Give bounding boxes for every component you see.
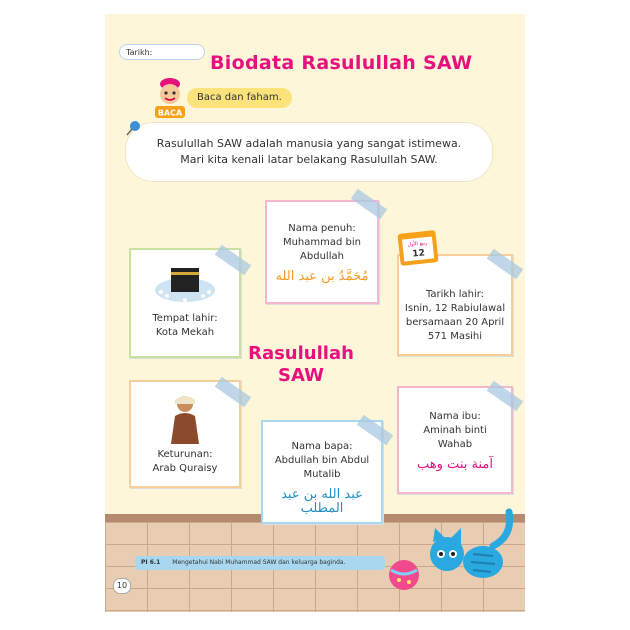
father-line-1: Abdullah bin Abdul <box>274 455 370 466</box>
tape-strip <box>487 381 523 411</box>
calendar-icon <box>397 228 441 268</box>
baca-mascot-icon <box>153 74 187 120</box>
father-label: Nama bapa: <box>291 441 353 452</box>
card-birth-date <box>397 254 513 356</box>
full-name-label: Nama penuh: <box>288 223 356 234</box>
card-lineage <box>129 380 241 488</box>
tape-strip <box>215 245 251 275</box>
mother-arabic: آمنة بنت وهب <box>417 457 493 472</box>
card-mother <box>397 386 513 494</box>
birth-place-label: Tempat lahir: <box>152 313 218 324</box>
tape-strip <box>351 189 387 219</box>
mother-label: Nama ibu: <box>429 411 481 422</box>
calendar-day-text: 12 <box>411 248 426 260</box>
tape-strip <box>487 249 523 279</box>
mother-line-2: Wahab <box>437 439 473 450</box>
center-title-line-1: Rasulullah <box>248 343 354 364</box>
date-field[interactable] <box>119 44 205 60</box>
page-title: Biodata Rasulullah SAW <box>210 52 473 74</box>
full-name-line-2: Abdullah <box>300 251 344 262</box>
full-name-line-1: Muhammad bin <box>282 237 362 248</box>
learning-standard-bar <box>135 556 385 570</box>
arab-man-icon <box>165 392 205 444</box>
pushpin-icon <box>125 120 141 136</box>
mother-line-1: Aminah binti <box>423 425 487 436</box>
card-birth-place <box>129 248 241 358</box>
lineage-value: Arab Quraisy <box>152 463 218 474</box>
father-arabic: عبد الله بن عبد المطلب <box>281 487 363 516</box>
card-father <box>261 420 383 524</box>
cat-icon <box>423 506 519 590</box>
intro-line-1: Rasulullah SAW adalah manusia yang sangat istimewa. <box>156 137 462 150</box>
card-full-name <box>265 200 379 304</box>
father-line-2: Mutalib <box>303 469 341 480</box>
kaabah-icon <box>153 260 217 304</box>
full-name-arabic: مُحَمَّدٌ بن عبد الله <box>275 269 369 284</box>
intro-cloud <box>129 126 489 178</box>
calendar-month-text: ربيع الأول <box>407 240 428 249</box>
instruction-label: Baca dan faham. <box>187 88 292 108</box>
ball-icon <box>387 558 421 592</box>
worksheet-page <box>105 14 525 612</box>
standard-text: Mengetahui Nabi Muhammad SAW dan keluarga baginda. <box>172 559 346 566</box>
birth-date-label: Tarikh lahir: <box>425 289 485 300</box>
center-title-line-2: SAW <box>278 365 324 386</box>
baca-badge-text: BACA <box>157 108 183 118</box>
lineage-label: Keturunan: <box>157 449 213 460</box>
birth-date-line-2: bersamaan 20 April <box>405 317 505 328</box>
center-title <box>241 343 361 387</box>
birth-place-value: Kota Mekah <box>155 327 215 338</box>
intro-text <box>129 136 489 168</box>
page-number: 10 <box>113 578 131 594</box>
standard-code: PI 6.1 <box>141 559 161 566</box>
birth-date-line-1: Isnin, 12 Rabiulawal <box>404 303 506 314</box>
birth-date-line-3: 571 Masihi <box>427 331 483 342</box>
date-label: Tarikh: <box>126 48 153 57</box>
intro-line-2: Mari kita kenali latar belakang Rasulullah SAW. <box>180 153 438 166</box>
